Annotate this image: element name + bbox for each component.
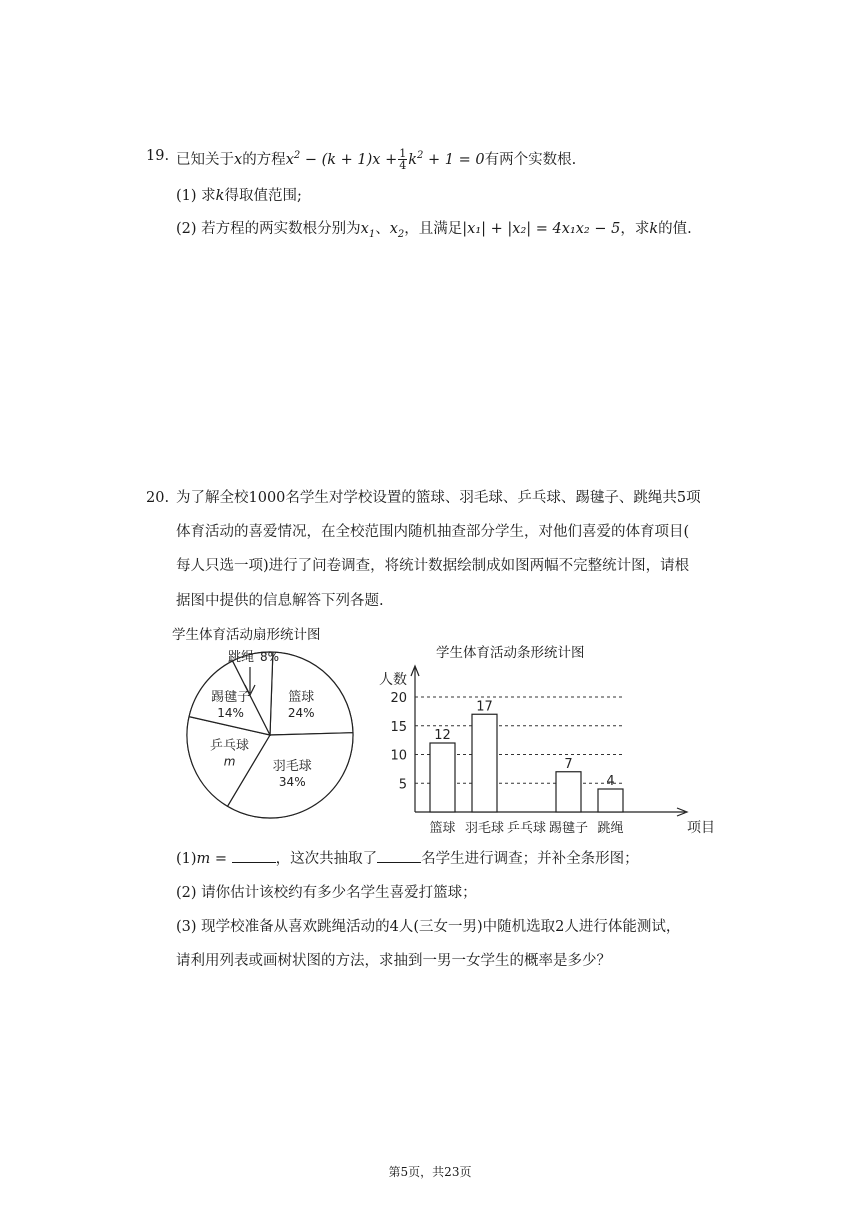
y-tick-label-3: 20 [390, 691, 407, 706]
bar-3 [556, 772, 581, 812]
q20-part3-line2: 请利用列表或画树状图的方法，求抽到一男一女学生的概率是多少？ [176, 953, 611, 969]
pie-label-value-1: 34% [278, 774, 306, 789]
pie-label-name-0: 篮球 [288, 689, 315, 705]
x-tick-label-2: 乒乓球 [506, 821, 547, 836]
bar-chart-title: 学生体育活动条形统计图 [436, 645, 585, 661]
q19-part1: (1) 求k得取值范围; [176, 188, 302, 204]
pie-label-name-3: 踢毽子 [211, 690, 251, 706]
bar-data-label-0: 12 [434, 728, 451, 743]
fraction-one-quarter: $\frac{1}{4}$ [399, 147, 407, 173]
x-tick-label-4: 跳绳 [597, 821, 624, 836]
q20-line3: 每人只选一项)进行了问卷调查，将统计数据绘制成如图两幅不完整统计图，请根 [176, 558, 690, 574]
bar-data-label-3: 7 [564, 756, 573, 772]
page-footer: 第5页，共23页 [388, 1165, 472, 1179]
y-tick-label-0: 5 [398, 777, 407, 793]
y-tick-label-1: 10 [390, 748, 407, 764]
q20-line2: 体育活动的喜爱情况，在全校范围内随机抽查部分学生，对他们喜爱的体育项目( [176, 524, 690, 540]
bar-chart [370, 640, 715, 840]
y-tick-label-2: 15 [390, 719, 407, 735]
x-tick-label-3: 踢毽子 [548, 821, 589, 836]
q20-line4: 据图中提供的信息解答下列各题. [176, 593, 384, 609]
answer-blank-total[interactable] [377, 848, 421, 863]
pie-label-name-2: 乒乓球 [210, 738, 250, 754]
bar-0 [430, 743, 455, 812]
x-tick-label-1: 羽毛球 [464, 821, 505, 836]
bar-data-label-1: 17 [476, 699, 493, 715]
q20-part3-line1: (3) 现学校准备从喜欢跳绳活动的4人(三女一男)中随机选取2人进行体能测试， [176, 919, 681, 935]
pie-label-value-0: 24% [287, 705, 315, 720]
answer-blank-m[interactable] [232, 848, 276, 863]
q20-number: 20. [146, 490, 170, 506]
pie-label-value-3: 14% [217, 706, 244, 721]
pie-label-name-4: 跳绳 [228, 650, 255, 665]
pie-chart-title: 学生体育活动扇形统计图 [172, 627, 321, 643]
y-axis-label: 人数 [379, 672, 407, 688]
q19-number: 19. [146, 148, 170, 164]
q19-part2: (2) 若方程的两实数根分别为$x_1$、$x_2$，且满足|x₁| + |x₂| = 4x₁x₂ − 5，求k的值. [176, 221, 692, 240]
q20-line1: 为了解全校1000名学生对学校设置的篮球、羽毛球、乒乓球、踢毽子、跳绳共5项 [176, 490, 701, 506]
x-axis-label: 项目 [687, 820, 715, 836]
pie-chart [180, 645, 360, 825]
bar-1 [472, 714, 497, 812]
bar-4 [598, 789, 623, 812]
pie-label-value-2: m [223, 754, 236, 769]
q20-part1: (1)m = ，这次共抽取了 名学生进行调查；并补全条形图； [176, 848, 639, 869]
pie-label-name-1: 羽毛球 [272, 758, 312, 774]
pie-label-value-4: 8% [260, 650, 280, 664]
q20-part2: (2) 请你估计该校约有多少名学生喜爱打篮球； [176, 885, 477, 901]
bar-data-label-4: 4 [606, 774, 615, 789]
x-tick-label-0: 篮球 [429, 821, 456, 836]
q19-stem: 已知关于x的方程$x^2 - (k + 1)x$ + $\frac{1}{4}$ $k^2 + 1 = 0$有两个实数根. [176, 147, 577, 173]
